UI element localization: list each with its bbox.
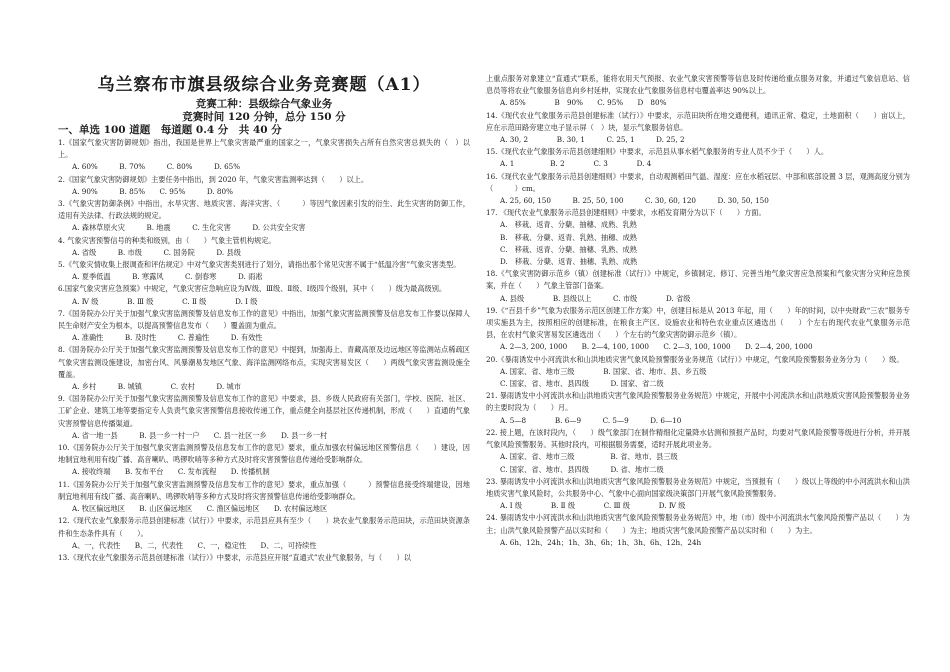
question-text: 6.国家气象灾害应急预案》中规定，气象灾害应急响应设为Ⅳ级、Ⅲ级、Ⅱ级、Ⅰ级四个级别，其中（ ）级为最高级别。 — [58, 284, 447, 294]
answer-choices: A. 1 B. 2 C. 3 D. 4 — [500, 159, 652, 169]
question-text: 15.《现代农业气象服务示范县创建细则》中要求，示范县从事水稻气象服务的专业人员不少于（ ）人。 — [486, 147, 829, 157]
answer-choices: A. 夏季低温 B. 寒露风 C. 倒春寒 D. 雨凇 — [72, 272, 263, 282]
answer-choices: A. 省一地一县 B. 县一乡一村一户 C. 县一社区一乡 D. 县一乡一村 — [72, 430, 328, 440]
right-column — [486, 0, 910, 672]
answer-choices: A. 省级 B. 市级 C. 国务院 D. 县级 — [72, 247, 241, 257]
answer-choices: A. 85% B 90% C. 95% D 80% — [500, 98, 667, 108]
question-text: 22. 接上题，在该时段内，（ ）级气象部门在制作精细化定量降水估测和预报产品时，均要对气象风险预警等级进行分析，并开展气象风险预警服务。其他时段内，可根据服务需要，适时开展此项业务。 — [486, 427, 910, 450]
answer-choices: A. 2—3, 200, 1000 B. 2—4, 100, 1000 C. 2—3, 100, 1000 D. 2—4, 200, 1000 — [500, 342, 813, 352]
left-column — [58, 0, 470, 672]
question-text: 8.《国务院办公厅关于加强气象灾害监测预警及信息发布工作的意见》中提到，加强海上、青藏高原及边远地区等监测站点稀疏区气象灾害监测设施建设，加密台风、风暴潮易发地区气象、海洋监测网络布点，实现灾害易发区（ ）两级气象灾害监测设施全覆盖。 — [58, 345, 470, 379]
left-question-list — [58, 137, 470, 564]
question-text: 3.《气象灾害防御条例》中指出，水旱灾害、地质灾害、海洋灾害、（ ）等因气象因素引发的衍生、此生灾害的防御工作，适用有关法律、行政法规的规定。 — [58, 199, 470, 221]
question-text: 18.《气象灾害防御示范乡（镇）创建标准（试行）》中规定，乡镇制定、修订、完善当地气象灾害应急预案和气象灾害分灾种应急预案，并在（ ）气象主管部门备案。 — [486, 269, 910, 291]
answer-choices: C. 国家、省、地市、县四级 D. 省、地市二级 — [500, 464, 664, 474]
answer-choices: C. 移栽、返青、分蘖、抽穗、乳熟、成熟 — [500, 244, 637, 254]
page-title: 乌兰察布市旗县级综合业务竞赛题（A1） — [97, 75, 431, 95]
question-text: 5.《气象灾情收集上报调查和评估规定》中对气象灾害类别进行了划分，请指出那个常见灾害不属于“低温冷害”气象灾害类型。 — [58, 260, 461, 270]
answer-choices: A. 移栽、返青、分蘖、抽穗、成熟、乳熟 — [500, 220, 637, 230]
question-text: 13.《现代农业气象服务示范县创建标准（试行）》中要求，示范县应开展“直通式”农业气象服务，与（ ）以 — [58, 552, 411, 562]
question-text: 1.《国家气象灾害防御规划》指出，我国是世界上气象灾害最严重的国家之一，气象灾害损失占所有自然灾害总损失的（ ）以上。 — [58, 138, 470, 160]
answer-choices: C. 国家、省、地市、县四级 D. 国家、省二级 — [500, 379, 664, 389]
question-text: 11.《国务院办公厅关于加强气象灾害监测预警及信息发布工作的意见》要求，重点加强（ ）预警信息接受终端建设，因地制宜地利用有线广播、高音喇叭、鸣锣吹哨等多种方式及时将灾害预警信息传递给受影响群众。 — [58, 479, 470, 501]
answer-choices: A. 森林草原火灾 B. 地震 C. 生化灾害 D. 公共安全灾害 — [72, 223, 306, 233]
question-text: 20.《暴雨诱发中小河流洪水和山洪地质灾害气象风险预警服务业务规范（试行）》中规定，气象风险预警服务业务分为（ ）级。 — [486, 354, 904, 364]
time-subtitle: 竞赛时间 120 分钟，总分 150 分 — [182, 111, 346, 123]
right-question-list — [486, 73, 910, 549]
answer-choices: A、一，代表性 B、二，代表性 C、一，稳定性 D、二，可持续性 — [72, 540, 317, 550]
answer-choices: A. 25, 60, 150 B. 25, 50, 100 C. 30, 60, 120 D. 30, 50, 150 — [500, 196, 769, 206]
answer-choices: B. 移栽、分蘖、返青、乳熟、抽穗、成熟 — [500, 232, 637, 242]
answer-choices: A. 5—8 B. 6—9 C. 5—9 D. 6—10 — [500, 415, 682, 425]
question-text: 23. 暴雨诱发中小河流洪水和山洪地质灾害气象风险预警服务业务规范》中规定，当预报有（ ）级以上等级的中小河流洪水和山洪地质灾害气象风险时，公共服务中心、气象中心面向国家级决策部门开展气象风险预警服务。 — [486, 476, 910, 498]
answer-choices: A. 县级 B. 县级以上 C. 市级 D. 省级 — [500, 293, 691, 303]
answer-choices: A. 接收终端 B. 发布平台 C. 发布流程 D. 传播机制 — [72, 467, 270, 477]
question-text: 16.《现代农业气象服务示范县创建细则》中要求，自动观测稻田气温、湿度：应在水稻冠层、中部和底部设置 3 层，观测高度分别为（ ）cm。 — [486, 171, 910, 193]
question-text: 7.《国务院办公厅关于加强气象灾害监测预警及信息发布工作的意见》中指出，加强气象灾害监测预警及信息发布工作要以保障人民生命财产安全为根本，以提高预警信息发布（ ）覆盖面为重点。 — [58, 308, 470, 331]
answer-choices: A. 30, 2 B. 30, 1 C. 25, 1 D. 25, 2 — [500, 135, 685, 145]
question-text: 4. 气象灾害预警信号的种类和级别，由（ ）气象主管机构规定。 — [58, 235, 276, 245]
question-text: 10.《国务院办公厅关于加强气象灾害监测预警及信息发布工作的意见》要求，重点加强农村偏远地区预警信息（ ）建设，因地制宜地利用有线广播、高音喇叭、鸣锣吹哨等多种方式及时将灾害预警信息传递给受影响群众。 — [58, 443, 470, 465]
question-text: 上重点服务对象建立“直通式”联系，能将农用天气预报、农业气象灾害预警等信息及时传递给重点服务对象，并通过气象信息站、信息员等将农业气象服务信息向乡村延伸，实现农业气象服务信息村屯覆盖率达 90%以上。 — [486, 74, 910, 96]
answer-choices: A. Ⅳ 级 B. Ⅲ 级 C. Ⅱ 级 D. Ⅰ 级 — [72, 296, 258, 306]
question-text: 2.《国家气象灾害防御规划》主要任务中指出，到 2020 年，气象灾害监测率达到（ ）以上。 — [58, 174, 369, 184]
question-text: 21. 暴雨诱发中小河流洪水和山洪地质灾害气象风险预警服务业务规范》中规定，开展中小河流洪水和山洪地质灾害风险预警服务业务的主要时段为（ ）月。 — [486, 391, 910, 413]
question-text: 12.《现代农业气象服务示范县创建标准（试行）》中要求，示范县应具有至少（ ）块农业气象服务示范田块，示范田块资源条件和生态条件具有（ ）。 — [58, 516, 470, 538]
answer-choices: D. 移栽、分蘖、返青、抽穗、乳熟、成熟 — [500, 257, 638, 267]
answer-choices: A. 乡村 B. 城镇 C. 农村 D. 城市 — [72, 382, 241, 392]
question-text: 14.《现代农业气象服务示范县创建标准（试行）》中要求，示范田块所在地交通便利，通讯正常、稳定，土地面积（ ）亩以上，应在示范田路旁建立电子显示屏（ ）块，显示气象服务信息。 — [486, 110, 910, 132]
answer-choices: A. 60% B. 70% C. 80% D. 65% — [72, 162, 241, 172]
answer-choices: A. Ⅰ 级 B. Ⅱ 级 C. Ⅲ 级 D. Ⅳ 级 — [500, 501, 686, 511]
question-text: 17. 《现代农业气象服务示范县创建细则》中要求，水稻发育期分为以下（ ）方面。 — [486, 208, 766, 218]
question-text: 19.《“百县千乡”气象为农服务示范区创建工作方案》中，创建目标是从 2013 年起，用（ ）年的时间，以中央财政“三农”服务专项实施县为主，按照相应的创建标准，在粮食主产区、设施农业和特色农业重点区遴选出（ ）个左右的现代农业气象服务示范县，在农村气象灾害易发区遴选出（ ）个左右的气象灾害防御示范乡（镇）。 — [486, 305, 910, 340]
question-text: 24. 暴雨诱发中小河流洪水和山洪地质灾害气象风险预警服务业务规范》中，地（市）级中小河流洪水气象风险预警产品以（ ）为主；山洪气象风险预警产品以实时和（ ）为主；地质灾害气象风险预警产品以实时和（ ）为主。 — [486, 513, 910, 535]
answer-choices: A. 国家、省、地市三级 B. 省、地市、县三级 — [500, 452, 678, 462]
question-text: 9.《国务院办公厅关于加强气象灾害监测预警及信息发布工作的意见》中要求，县、乡级人民政府有关部门，学校、医院、社区、工矿企业、建筑工地等要指定专人负责气象灾害预警信息接收传递工作，重点健全向基层社区传递机制，形成（ ）直通的气象灾害预警信息传播渠道。 — [58, 394, 470, 428]
answer-choices: A. 牧区偏远地区 B. 山区偏远地区 C. 渔区偏远地区 D. 农村偏远地区 — [72, 504, 328, 514]
section-heading: 一、单选 100 道题 每道题 0.4 分 共 40 分 — [58, 124, 282, 136]
trade-subtitle: 竞赛工种：县级综合气象业务 — [195, 98, 333, 110]
answer-choices: A. 90% B. 85% C. 95% D. 80% — [72, 186, 233, 196]
answer-choices: A. 6h、12h、24h；1h、3h、6h；1h、3h、6h、12h、24h — [500, 537, 702, 547]
answer-choices: A. 准确性 B. 及时性 C. 普遍性 D. 有效性 — [72, 333, 263, 343]
answer-choices: A. 国家、省、地市三级 B. 国家、省、地市、县、乡五级 — [500, 366, 707, 376]
